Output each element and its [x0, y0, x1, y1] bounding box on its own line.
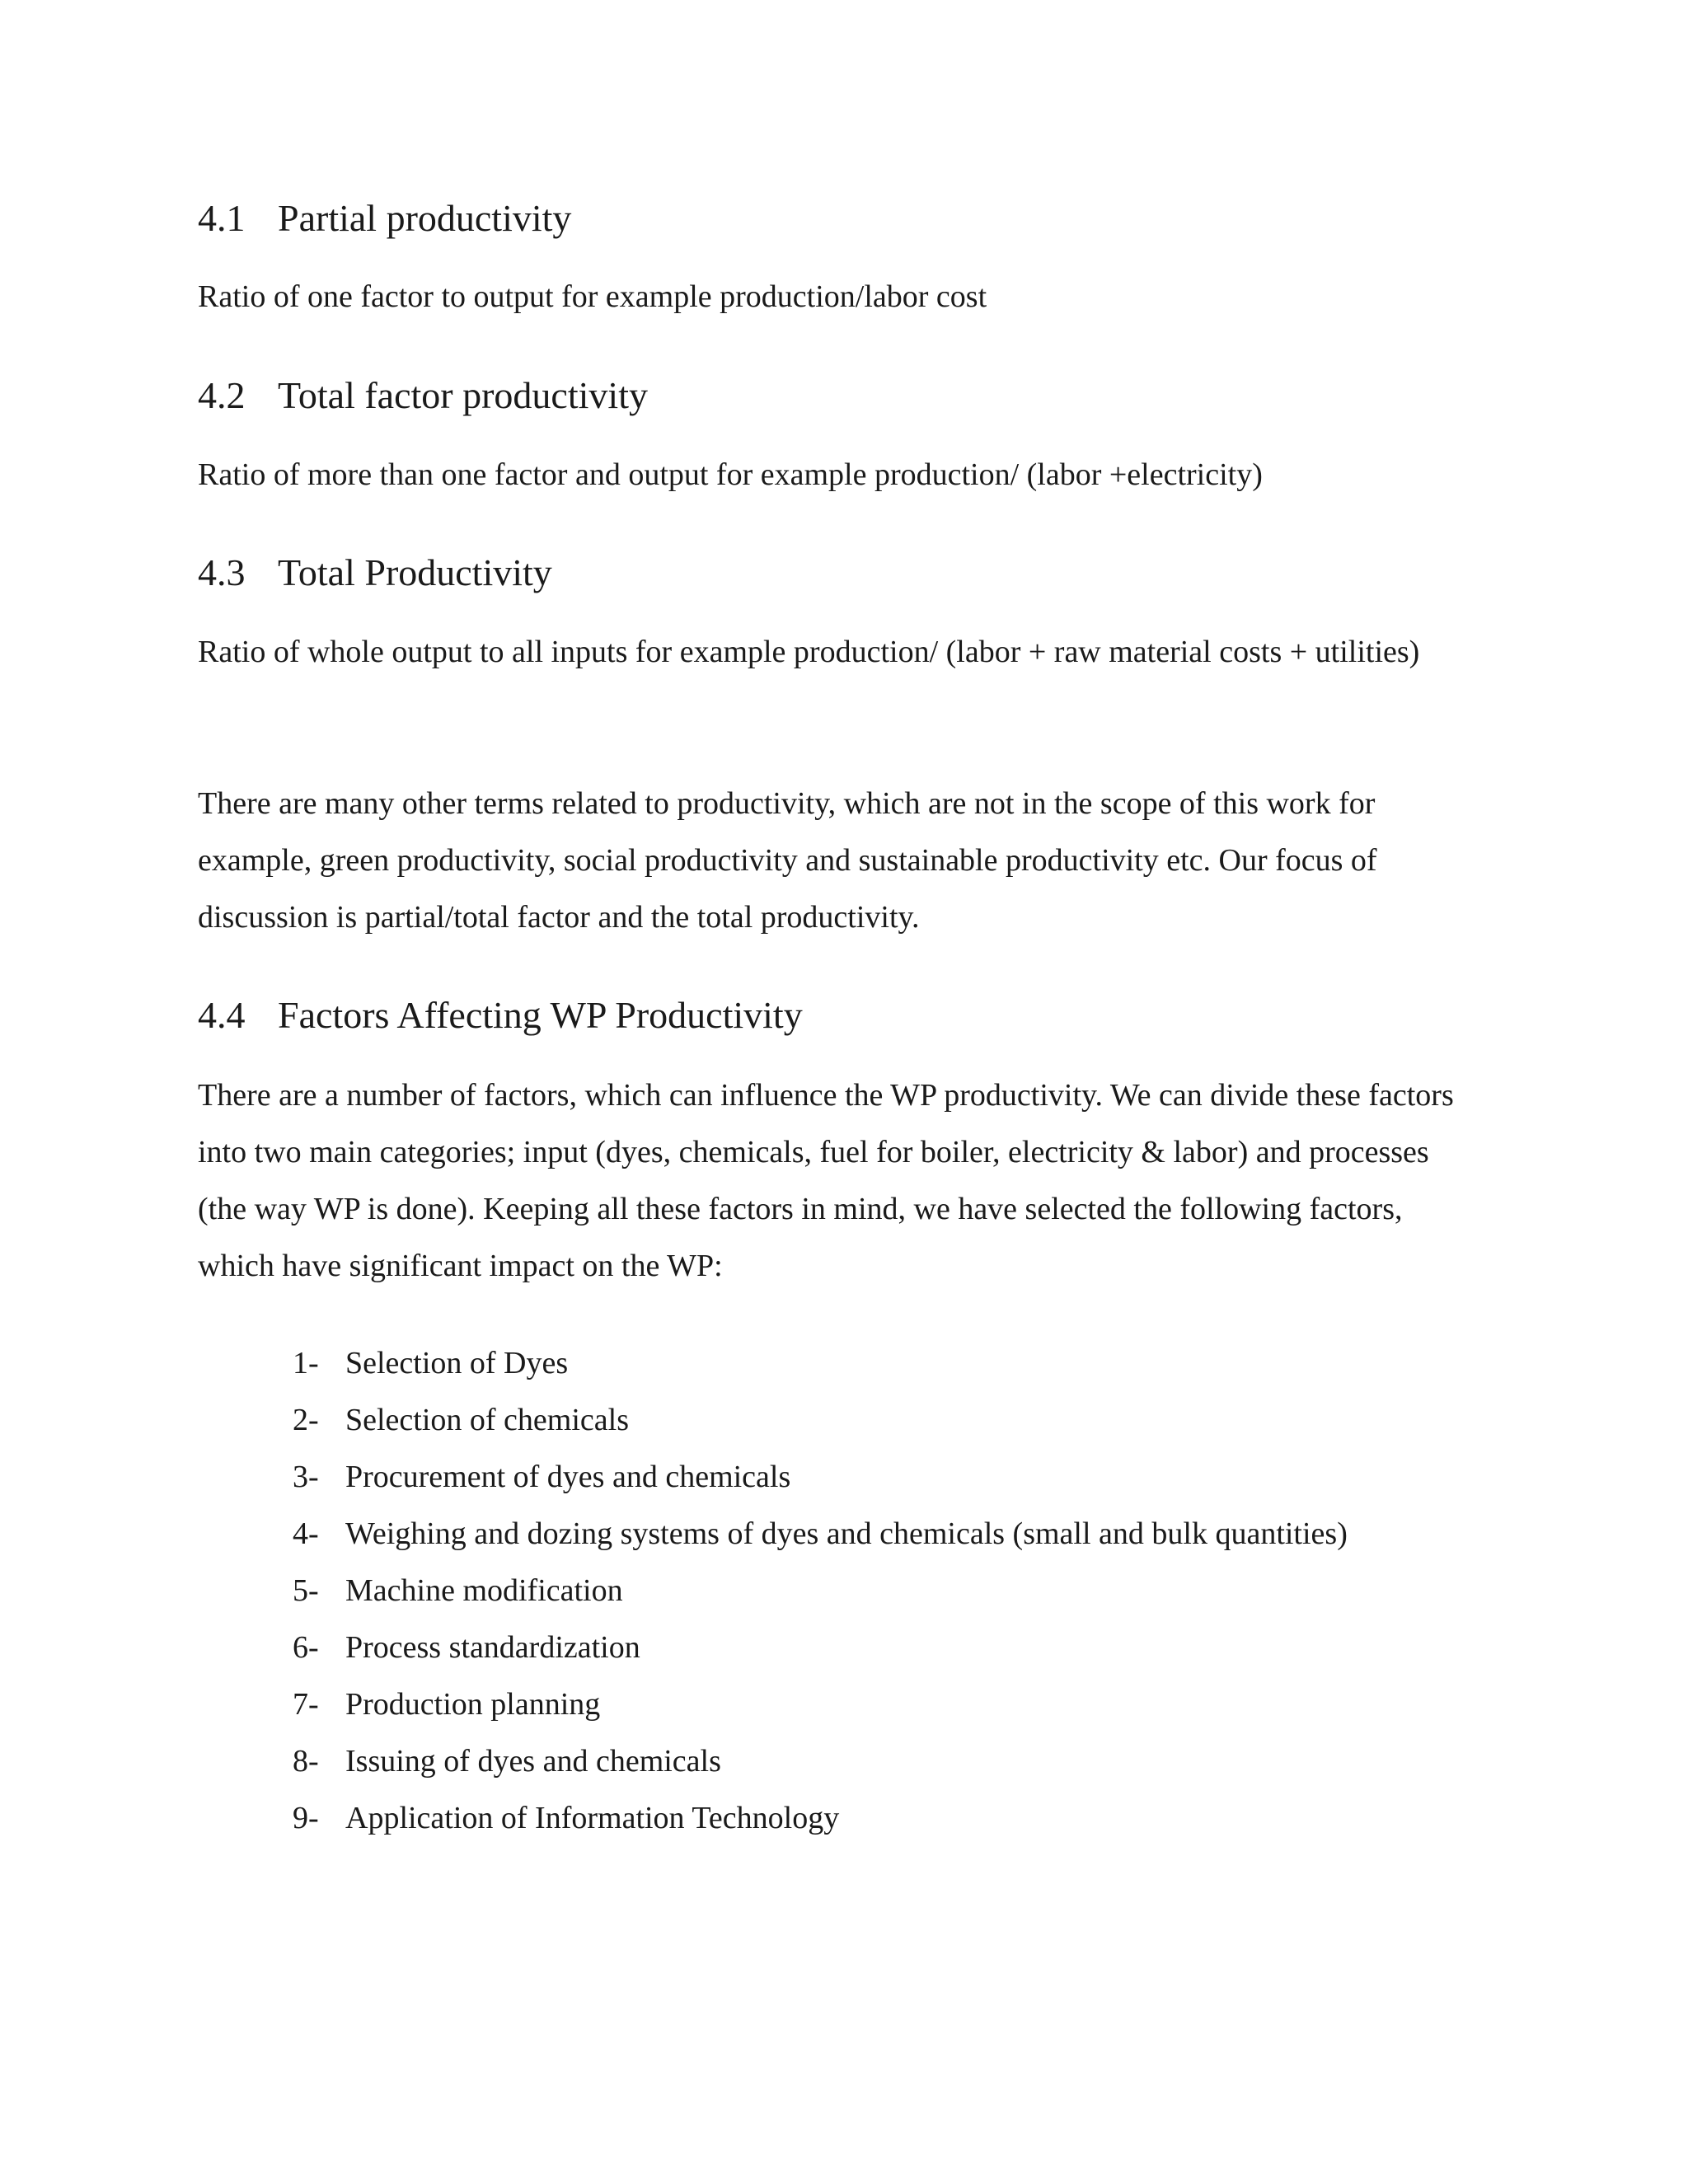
list-item-number: 3- [293, 1460, 319, 1494]
list-item [293, 1335, 1348, 1392]
list-item [293, 1676, 1348, 1733]
list-item [293, 1619, 1348, 1676]
paragraph: There are many other terms related to productivity, which are not in the scope of this work for example, green productivity, social productivity and sustainable productivity etc. Our focus of discussion is partial/total factor and the total productivity. [198, 786, 1377, 935]
list-item [293, 1733, 1348, 1790]
paragraph: There are a number of factors, which can influence the WP productivity. We can divide these factors into two main categories; input (dyes, chemicals, fuel for boiler, electricity & labor) and processes (the way WP is done). Keeping all these factors in mind, we have selected the following factors, which have significant impact on the WP: [198, 1078, 1454, 1283]
list-item-number: 6- [293, 1630, 319, 1665]
list-item-text: Process standardization [345, 1630, 640, 1665]
list-item-text: Selection of chemicals [345, 1403, 629, 1437]
section-title: Total Productivity [278, 551, 552, 593]
list-item-number: 1- [293, 1346, 319, 1380]
list-item-text: Weighing and dozing systems of dyes and chemicals (small and bulk quantities) [345, 1516, 1348, 1551]
list-item [293, 1449, 1348, 1506]
section-heading-4-1 [198, 194, 571, 243]
list-item-number: 9- [293, 1801, 319, 1835]
section-title: Partial productivity [278, 197, 572, 239]
paragraph: Ratio of more than one factor and output for example production/ (labor +electricity) [198, 457, 1263, 492]
section-heading-4-3 [198, 548, 552, 598]
factors-list [293, 1335, 1348, 1847]
paragraph: Ratio of one factor to output for example production/labor cost [198, 279, 987, 314]
list-item-text: Selection of Dyes [345, 1346, 569, 1380]
list-item-text: Application of Information Technology [345, 1801, 840, 1835]
list-item [293, 1506, 1348, 1563]
section-number: 4.2 [198, 374, 246, 416]
section-title: Total factor productivity [278, 374, 648, 416]
section-number: 4.4 [198, 994, 246, 1036]
list-item [293, 1392, 1348, 1449]
list-item-number: 8- [293, 1744, 319, 1779]
list-item-text: Procurement of dyes and chemicals [345, 1460, 791, 1494]
section-title: Factors Affecting WP Productivity [278, 994, 803, 1036]
list-item [293, 1790, 1348, 1847]
section-number: 4.1 [198, 197, 246, 239]
list-item-number: 5- [293, 1573, 319, 1608]
section-heading-4-2 [198, 371, 648, 420]
list-item-number: 4- [293, 1516, 319, 1551]
paragraph: Ratio of whole output to all inputs for example production/ (labor + raw material costs + utilities) [198, 635, 1420, 669]
list-item [293, 1563, 1348, 1619]
list-item-text: Issuing of dyes and chemicals [345, 1744, 721, 1779]
section-number: 4.3 [198, 551, 246, 593]
list-item-text: Production planning [345, 1687, 601, 1722]
list-item-number: 7- [293, 1687, 319, 1722]
list-item-text: Machine modification [345, 1573, 623, 1608]
section-heading-4-4 [198, 991, 803, 1040]
list-item-number: 2- [293, 1403, 319, 1437]
